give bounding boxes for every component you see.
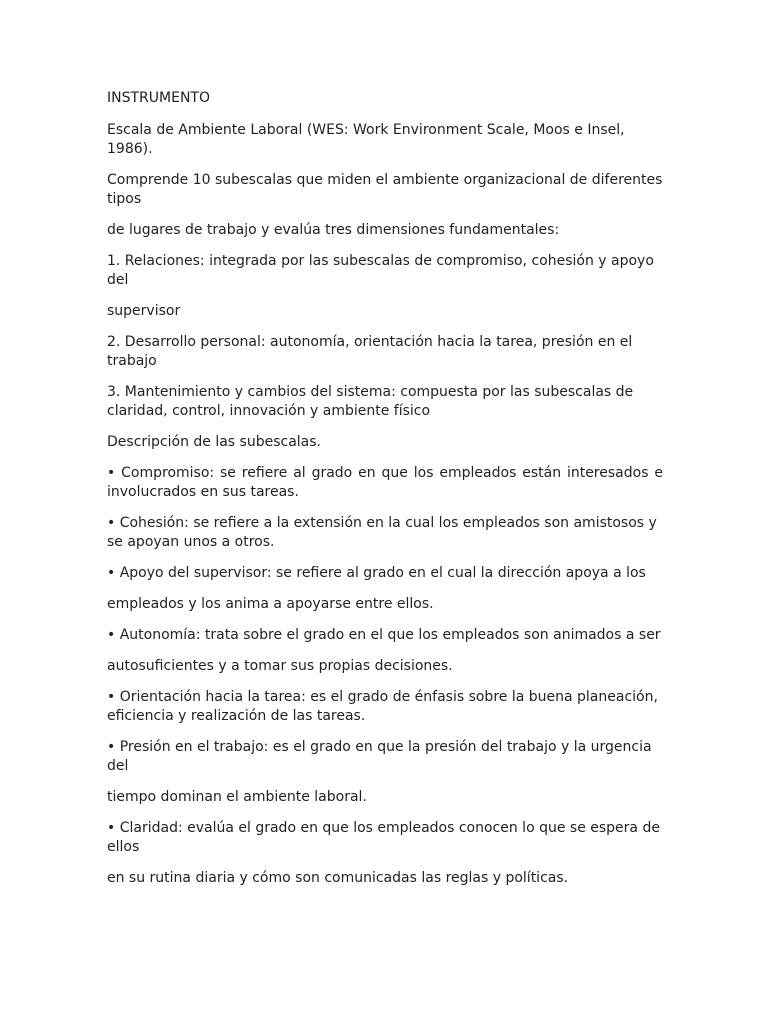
document-heading: INSTRUMENTO bbox=[107, 90, 210, 106]
paragraph-orientacion-tarea: • Orientación hacia la tarea: es el grado de énfasis sobre la buena planeación, eficiencia y realización de las tareas. bbox=[107, 689, 658, 724]
paragraph-wes-title: Escala de Ambiente Laboral (WES: Work Environment Scale, Moos e Insel, 1986). bbox=[107, 122, 625, 157]
paragraph-apoyo-supervisor-cont: empleados y los anima a apoyarse entre ellos. bbox=[107, 596, 434, 612]
paragraph-claridad: • Claridad: evalúa el grado en que los empleados conocen lo que se espera de ellos bbox=[107, 820, 660, 855]
paragraph-autonomia: • Autonomía: trata sobre el grado en el que los empleados son animados a ser bbox=[107, 627, 661, 643]
paragraph-claridad-cont: en su rutina diaria y cómo son comunicadas las reglas y políticas. bbox=[107, 870, 569, 886]
paragraph-descripcion-title: Descripción de las subescalas. bbox=[107, 434, 322, 450]
paragraph-subscales-intro: Comprende 10 subescalas que miden el ambiente organizacional de diferentes tipos bbox=[107, 172, 663, 207]
paragraph-dimension-mantenimiento: 3. Mantenimiento y cambios del sistema: compuesta por las subescalas de claridad, control, innovación y ambiente físico bbox=[107, 384, 634, 419]
paragraph-compromiso: • Compromiso: se refiere al grado en que los empleados están interesados e involucrados en sus tareas. bbox=[107, 465, 663, 500]
paragraph-cohesion: • Cohesión: se refiere a la extensión en la cual los empleados son amistosos y se apoyan unos a otros. bbox=[107, 515, 657, 550]
paragraph-apoyo-supervisor: • Apoyo del supervisor: se refiere al grado en el cual la dirección apoya a los bbox=[107, 565, 646, 581]
paragraph-dimensions-intro: de lugares de trabajo y evalúa tres dimensiones fundamentales: bbox=[107, 222, 560, 238]
paragraph-dimension-relaciones: 1. Relaciones: integrada por las subescalas de compromiso, cohesión y apoyo del bbox=[107, 253, 654, 288]
document-body bbox=[107, 89, 663, 900]
paragraph-dimension-desarrollo: 2. Desarrollo personal: autonomía, orientación hacia la tarea, presión en el trabajo bbox=[107, 334, 633, 369]
paragraph-supervisor: supervisor bbox=[107, 303, 181, 319]
paragraph-autonomia-cont: autosuficientes y a tomar sus propias decisiones. bbox=[107, 658, 453, 674]
paragraph-presion-trabajo-cont: tiempo dominan el ambiente laboral. bbox=[107, 789, 367, 805]
paragraph-presion-trabajo: • Presión en el trabajo: es el grado en que la presión del trabajo y la urgencia del bbox=[107, 739, 652, 774]
